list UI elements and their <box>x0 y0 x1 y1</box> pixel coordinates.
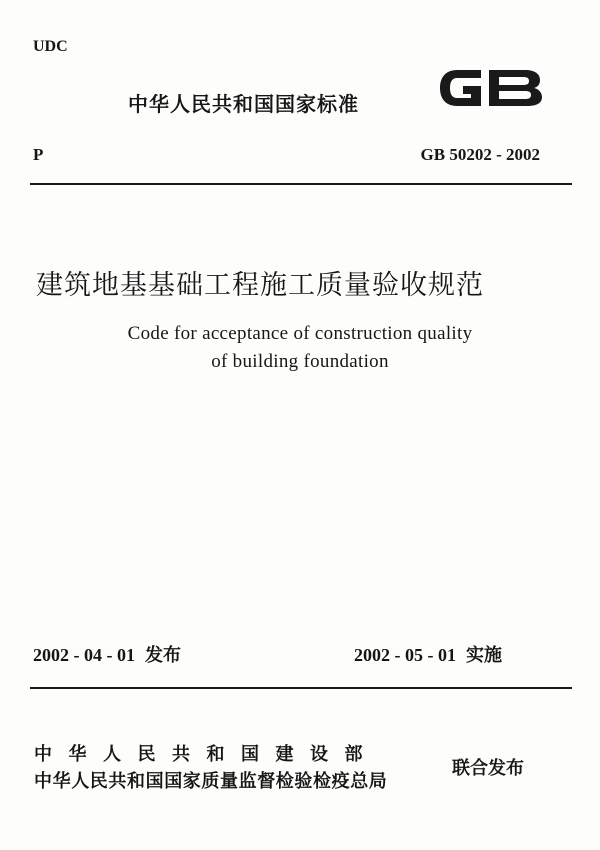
category-code: P <box>33 145 44 164</box>
issue-date-block <box>33 641 181 667</box>
title-english-line2: of building foundation <box>211 351 389 372</box>
publisher-line1: 中华人民共和国建设部 <box>34 744 379 765</box>
title-english-line1: Code for acceptance of construction quality <box>127 323 473 344</box>
publisher-line2: 中华人民共和国国家质量监督检验检疫总局 <box>34 771 388 792</box>
implement-date: 2002 - 05 - 01 <box>354 645 456 665</box>
standard-number: GB 50202 - 2002 <box>420 145 540 164</box>
gb-logo-b <box>489 70 542 106</box>
issue-date: 2002 - 04 - 01 <box>33 645 135 665</box>
standard-type: 中华人民共和国国家标准 <box>128 92 359 116</box>
implement-label: 实施 <box>466 645 502 666</box>
title-chinese: 建筑地基基础工程施工质量验收规范 <box>36 270 484 301</box>
implement-date-block <box>354 641 502 667</box>
gb-logo-g <box>440 70 481 106</box>
gb-logo <box>437 62 545 114</box>
bottom-divider <box>30 687 572 689</box>
issue-label: 发布 <box>145 645 181 666</box>
udc-label: UDC <box>33 38 68 55</box>
joint-publish-label: 联合发布 <box>452 758 524 779</box>
top-divider <box>30 183 572 185</box>
